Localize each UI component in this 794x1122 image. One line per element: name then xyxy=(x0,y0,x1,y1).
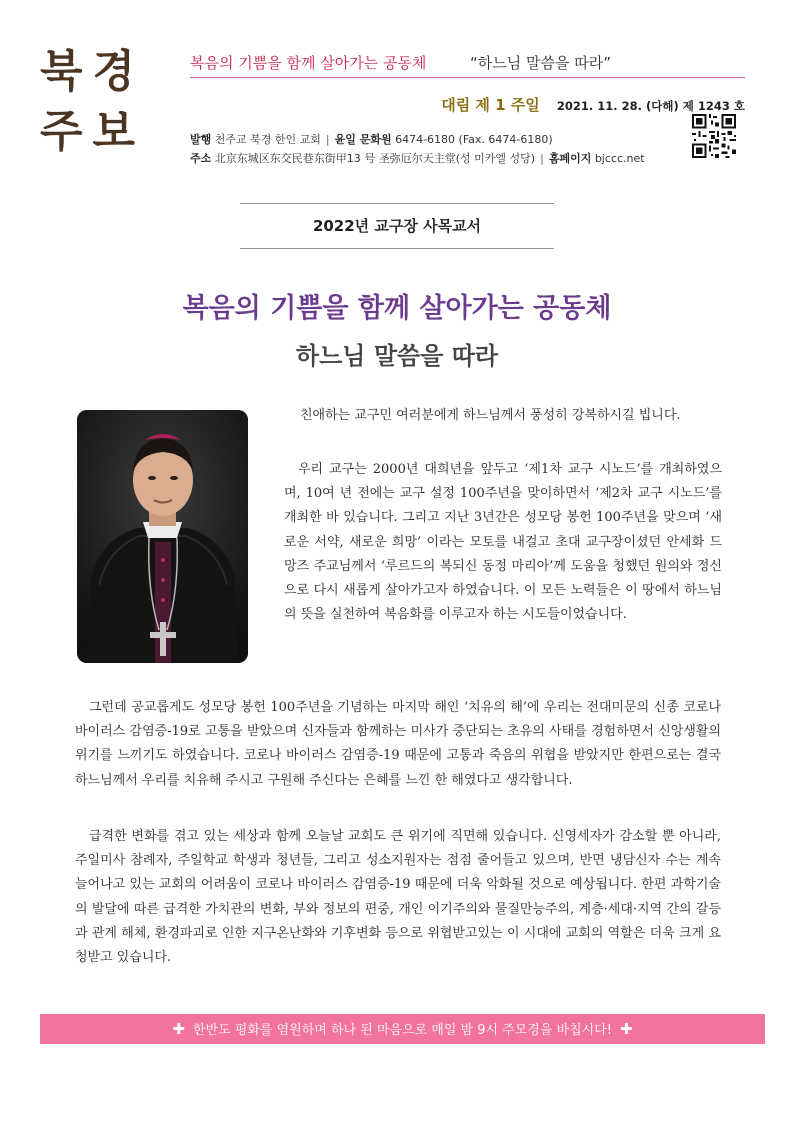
office-label: 윤일 문화원 xyxy=(334,133,392,146)
bishop-photo xyxy=(77,410,248,663)
motto-text: “하느님 말씀을 따라” xyxy=(470,54,611,72)
homepage-link[interactable]: bjccc.net xyxy=(594,152,645,165)
cross-icon: ✚ xyxy=(620,1020,633,1038)
publisher-line xyxy=(190,131,553,147)
prayer-banner xyxy=(40,1014,765,1044)
paragraph-greeting: 친애하는 교구민 여러분에게 하느님께서 풍성히 강복하시길 빕니다. xyxy=(300,408,681,423)
cross-icon: ✚ xyxy=(172,1020,185,1038)
liturgical-day: 대림 제 1 주일 xyxy=(441,96,540,114)
slogan-row xyxy=(190,52,745,78)
paragraph-covid: 그런데 공교롭게도 성모당 봉헌 100주년을 기념하는 마지막 해인 ‘치유의 해’에 우리는 전대미문의 신종 코로나 바이러스 감염증-19로 고통을 받았으며 신자들과 함께하는 미사가 중단되는 초유의 사태를 경험하면서 신앙생활의 위기를 느끼기도 하였습니다. 코로나 바이러스 감염증-19 때문에 고통과 죽음의 위협을 받았지만 한편으로는 결국 하느님께서 우리를 치유해 주시고 구원해 주신다는 은혜를 느낀 한 해였다고 생각합니다. xyxy=(75,700,721,788)
slogan-text: 복음의 기쁨을 함께 살아가는 공동체 xyxy=(190,54,427,72)
separator: | xyxy=(325,133,330,146)
banner-text: 한반도 평화를 염원하며 하나 된 마음으로 매일 밤 9시 주모경을 바칩시다! xyxy=(193,1023,612,1038)
publisher-value: 천주교 북경 한인 교회 xyxy=(214,133,321,146)
paragraph-synod: 우리 교구는 2000년 대희년을 앞두고 ‘제1차 교구 시노드’를 개최하였으며, 10여 년 전에는 교구 설정 100주년을 맞이하면서 ‘제2차 교구 시노드’를 개최한 바 있습니다. 그리고 지난 3년간은 성모당 봉헌 100주년을 맞으며 ‘새로운 서약, 새로운 희망’ 이라는 모토를 내걸고 초대 교구장이셨던 안세화 드망즈 주교님께서 ‘루르드의 복되신 동정 마리아’께 도움을 청했던 원의와 정신으로 다시 새롭게 살아가고자 하였습니다. 이 모든 노력들은 이 땅에서 하느님의 뜻을 실천하여 복음화를 이루고자 하는 시도들이었습니다. xyxy=(284,462,722,623)
article-title: 복음의 기쁨을 함께 살아가는 공동체 xyxy=(182,293,612,324)
section-title: 2022년 교구장 사목교서 xyxy=(240,203,554,249)
masthead-title-line1: 북경 xyxy=(40,46,146,97)
publisher-label: 발행 xyxy=(190,133,212,146)
article-subtitle: 하느님 말씀을 따라 xyxy=(295,342,499,370)
separator: | xyxy=(540,152,544,165)
homepage-label: 홈페이지 xyxy=(548,152,592,165)
bishop-portrait-image xyxy=(77,410,248,663)
issue-row xyxy=(190,94,745,116)
address-line xyxy=(190,150,645,166)
office-value: 6474-6180 (Fax. 6474-6180) xyxy=(395,133,553,146)
address-label: 주소 xyxy=(190,152,212,165)
qr-code-icon xyxy=(692,114,736,158)
address-value: 北京东城区东交民巷东街甲13 号 圣弥厄尔天主堂(성 미카엘 성당) xyxy=(214,152,536,165)
masthead-title-line2: 주보 xyxy=(40,106,146,157)
issue-date: 2021. 11. 28. (다해) 제 1243 호 xyxy=(556,99,745,113)
paragraph-crisis: 급격한 변화를 겪고 있는 세상과 함께 오늘날 교회도 큰 위기에 직면해 있습니다. 신영세자가 감소할 뿐 아니라, 주일미사 참례자, 주일학교 학생과 청년들, 그리고 성소지원자는 점점 줄어들고 있으며, 반면 냉담신자 수는 계속 늘어나고 있는 교회의 어려움이 코로나 바이러스 감염증-19 때문에 더욱 악화될 것으로 예상됩니다. 한편 과학기술의 발달에 따른 급격한 가치관의 변화, 부와 정보의 편중, 개인 이기주의와 물질만능주의, 계층·세대·지역 간의 갈등과 관계 해체, 환경파괴로 인한 지구온난화와 기후변화 등으로 위협받고있는 이 시대에 교회의 역할은 더욱 크게 요청받고 있습니다. xyxy=(75,829,721,966)
